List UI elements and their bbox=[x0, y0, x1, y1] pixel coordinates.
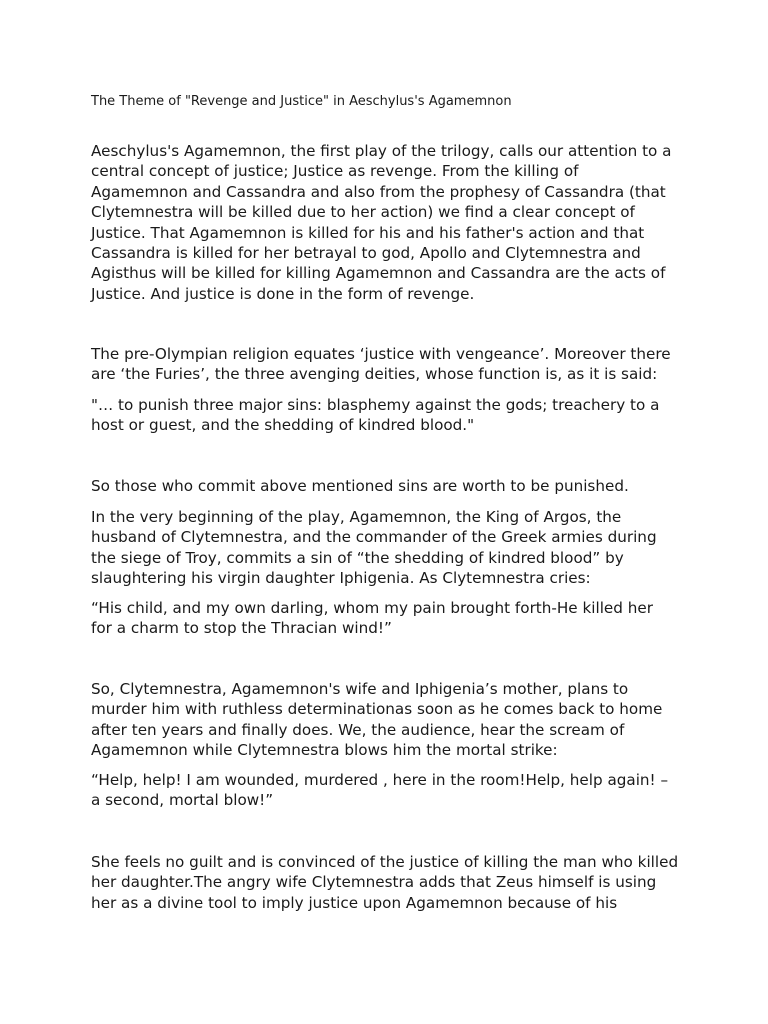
text-line: Agamemnon while Clytemnestra blows him the mortal strike: bbox=[91, 741, 558, 760]
text-line: slaughtering his virgin daughter Iphigenia. As Clytemnestra cries: bbox=[91, 569, 591, 588]
text-line: murder him with ruthless determinationas soon as he comes back to home bbox=[91, 700, 663, 719]
text-line: host or guest, and the shedding of kindred blood." bbox=[91, 416, 475, 435]
text-line: Agamemnon and Cassandra and also from the prophesy of Cassandra (that bbox=[91, 182, 666, 201]
text-line: In the very beginning of the play, Agamemnon, the King of Argos, the bbox=[91, 508, 622, 526]
text-line: Clytemnestra will be killed due to her action) we find a clear concept of bbox=[91, 203, 635, 222]
text-line: She feels no guilt and is convinced of the justice of killing the man who killed bbox=[91, 853, 679, 871]
text-line: “His child, and my own darling, whom my pain brought forth-He killed her bbox=[91, 599, 653, 617]
quote-agamemnon-scream bbox=[91, 770, 691, 811]
text-line: her daughter.The angry wife Clytemnestra adds that Zeus himself is using bbox=[91, 873, 657, 892]
text-line: The pre-Olympian religion equates ‘justice with vengeance’. Moreover there bbox=[91, 345, 671, 363]
text-line: “Help, help! I am wounded, murdered , here in the room!Help, help again! – bbox=[91, 771, 669, 789]
text-line: Aeschylus's Agamemnon, the first play of the trilogy, calls our attention to a bbox=[91, 142, 672, 160]
text-line: a second, mortal blow!” bbox=[91, 791, 274, 810]
text-line: are ‘the Furies’, the three avenging deities, whose function is, as it is said: bbox=[91, 365, 658, 384]
text-line: So those who commit above mentioned sins are worth to be punished. bbox=[91, 477, 629, 495]
paragraph-sins-punished bbox=[91, 476, 691, 496]
paragraph-pre-olympian-religion bbox=[91, 344, 691, 385]
document-title: The Theme of "Revenge and Justice" in Aeschylus's Agamemnon bbox=[91, 94, 512, 109]
quote-clytemnestra-cries bbox=[91, 598, 691, 639]
text-line: Agisthus will be killed for killing Agamemnon and Cassandra are the acts of bbox=[91, 264, 666, 283]
quote-furies-function bbox=[91, 395, 691, 436]
text-line: So, Clytemnestra, Agamemnon's wife and Iphigenia’s mother, plans to bbox=[91, 680, 629, 698]
text-line: "… to punish three major sins: blasphemy against the gods; treachery to a bbox=[91, 396, 660, 414]
text-line: husband of Clytemnestra, and the commander of the Greek armies during bbox=[91, 528, 657, 547]
text-line: the siege of Troy, commits a sin of “the shedding of kindred blood” by bbox=[91, 548, 624, 567]
text-line: after ten years and finally does. We, the audience, hear the scream of bbox=[91, 720, 625, 739]
text-line: her as a divine tool to imply justice upon Agamemnon because of his bbox=[91, 893, 618, 912]
paragraph-clytemnestra-plan bbox=[91, 679, 691, 761]
paragraph-justice-as-revenge bbox=[91, 141, 691, 304]
paragraph-agamemnon-sin bbox=[91, 507, 691, 589]
text-line: central concept of justice; Justice as revenge. From the killing of bbox=[91, 162, 579, 181]
text-line: Justice. And justice is done in the form of revenge. bbox=[91, 284, 475, 303]
text-line: Justice. That Agamemnon is killed for his and his father's action and that bbox=[91, 223, 645, 242]
text-line: Cassandra is killed for her betrayal to god, Apollo and Clytemnestra and bbox=[91, 244, 641, 263]
text-line: for a charm to stop the Thracian wind!” bbox=[91, 619, 392, 638]
paragraph-no-guilt bbox=[91, 852, 691, 913]
